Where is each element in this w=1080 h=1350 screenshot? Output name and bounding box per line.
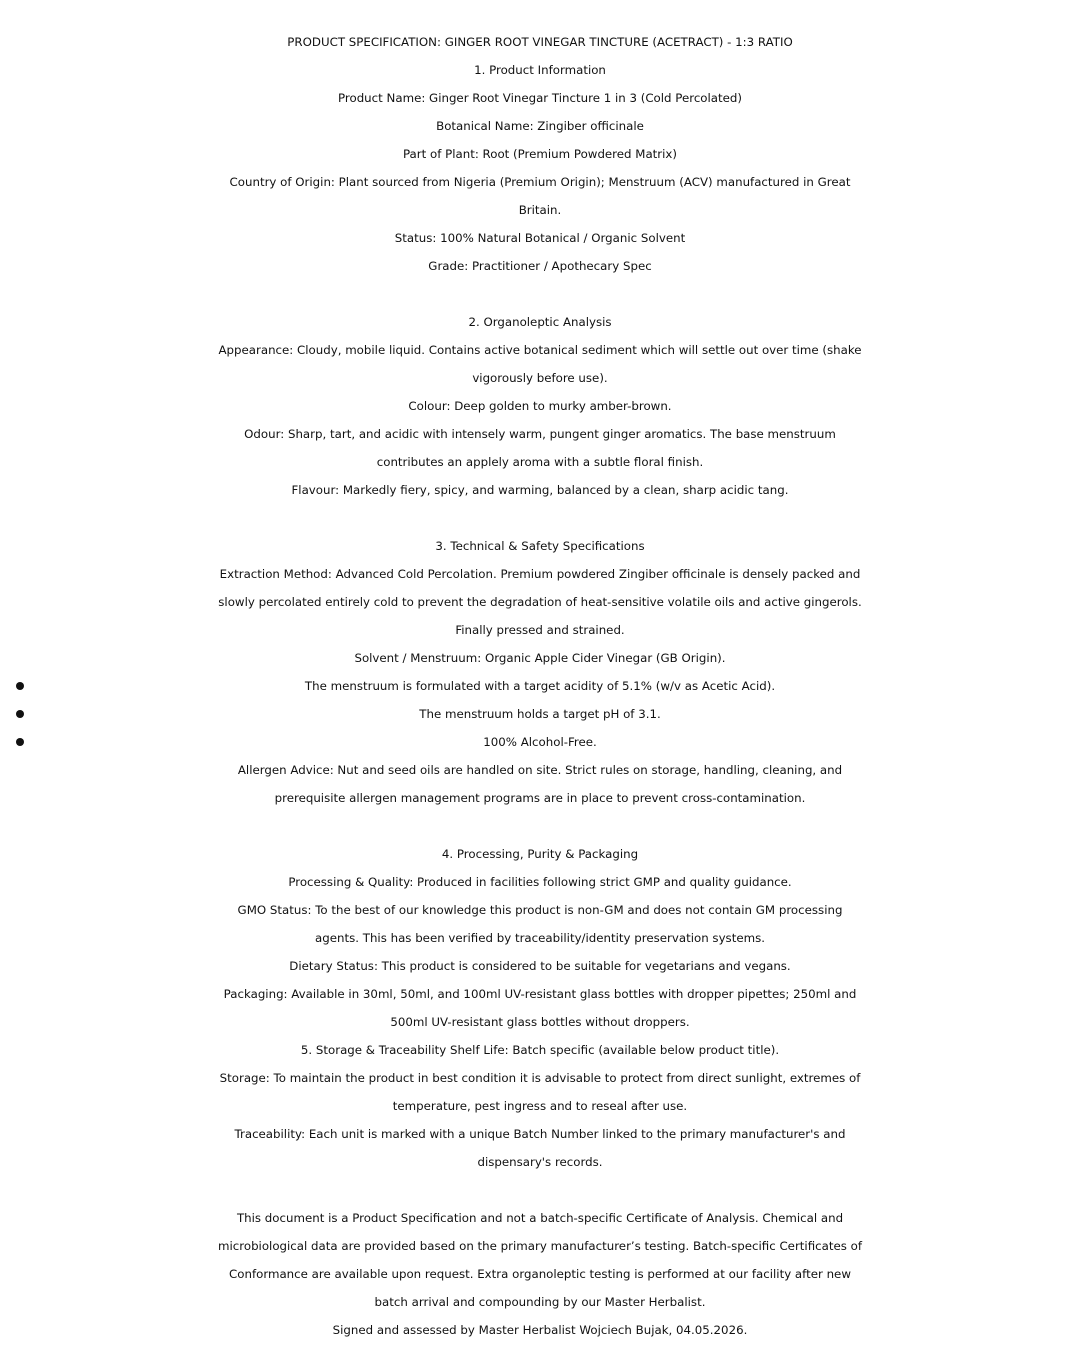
list-item [0,672,1080,700]
country-of-origin-line: Britain. [518,203,562,217]
traceability-line: Traceability: Each unit is marked with a unique Batch Number linked to the primary manufacturer's and [234,1127,846,1141]
list-item [0,700,1080,728]
extraction-method-line: Extraction Method: Advanced Cold Percolation. Premium powdered Zingiber officinale is densely packed and [219,567,861,581]
botanical-name-line: Botanical Name: Zingiber officinale [436,119,644,133]
storage-line: temperature, pest ingress and to reseal after use. [392,1099,688,1113]
disclaimer-line: Conformance are available upon request. Extra organoleptic testing is performed at our facility after new [229,1267,851,1281]
bullet-icon [16,738,24,746]
dietary-status-line: Dietary Status: This product is considered to be suitable for vegetarians and vegans. [289,959,791,973]
section-4-heading: 4. Processing, Purity & Packaging [441,847,639,861]
appearance-line: vigorously before use). [472,371,608,385]
disclaimer-line: This document is a Product Specification and not a batch-specific Certificate of Analysis. Chemical and [236,1211,844,1225]
solvent-line: Solvent / Menstruum: Organic Apple Cider Vinegar (GB Origin). [354,651,726,665]
packaging-line: Packaging: Available in 30ml, 50ml, and 100ml UV-resistant glass bottles with dropper pipettes; 250ml and [223,987,857,1001]
colour-line: Colour: Deep golden to murky amber-brown. [408,399,672,413]
gmo-status-line: agents. This has been verified by traceability/identity preservation systems. [315,931,765,945]
document-title: PRODUCT SPECIFICATION: GINGER ROOT VINEGAR TINCTURE (ACETRACT) - 1:3 RATIO [287,35,793,49]
spacer [0,504,1080,532]
section-2-heading: 2. Organoleptic Analysis [468,315,612,329]
part-of-plant-line: Part of Plant: Root (Premium Powdered Matrix) [402,147,678,161]
appearance-line: Appearance: Cloudy, mobile liquid. Contains active botanical sediment which will settle out over time (shake [218,343,862,357]
menstruum-bullet-list [0,672,1080,756]
product-name-line: Product Name: Ginger Root Vinegar Tincture 1 in 3 (Cold Percolated) [337,91,743,105]
allergen-advice-line: prerequisite allergen management programs are in place to prevent cross-contamination. [274,791,806,805]
odour-line: contributes an applely aroma with a subtle floral finish. [376,455,704,469]
traceability-line: dispensary's records. [477,1155,603,1169]
bullet-text: The menstruum is formulated with a target acidity of 5.1% (w/v as Acetic Acid). [304,679,776,693]
spacer [0,280,1080,308]
bullet-icon [16,682,24,690]
section-3-heading: 3. Technical & Safety Specifications [435,539,645,553]
storage-line: Storage: To maintain the product in best condition it is advisable to protect from direct sunlight, extremes of [219,1071,861,1085]
grade-line: Grade: Practitioner / Apothecary Spec [428,259,652,273]
flavour-line: Flavour: Markedly fiery, spicy, and warming, balanced by a clean, sharp acidic tang. [291,483,789,497]
section-1-heading: 1. Product Information [474,63,606,77]
status-line: Status: 100% Natural Botanical / Organic Solvent [394,231,686,245]
spacer [0,1176,1080,1204]
country-of-origin-line: Country of Origin: Plant sourced from Nigeria (Premium Origin); Menstruum (ACV) manufactured in Great [229,175,851,189]
extraction-method-line: Finally pressed and strained. [455,623,625,637]
bullet-text: The menstruum holds a target pH of 3.1. [419,707,661,721]
bullet-icon [16,710,24,718]
signature-line: Signed and assessed by Master Herbalist Wojciech Bujak, 04.05.2026. [332,1323,748,1337]
disclaimer-line: microbiological data are provided based on the primary manufacturer’s testing. Batch-specific Certificates of [218,1239,862,1253]
allergen-advice-line: Allergen Advice: Nut and seed oils are handled on site. Strict rules on storage, handling, cleaning, and [237,763,843,777]
spacer [0,812,1080,840]
section-5-heading: 5. Storage & Traceability Shelf Life: Batch specific (available below product title). [300,1043,780,1057]
odour-line: Odour: Sharp, tart, and acidic with intensely warm, pungent ginger aromatics. The base menstruum [244,427,836,441]
bullet-text: 100% Alcohol-Free. [483,735,597,749]
list-item [0,728,1080,756]
processing-quality-line: Processing & Quality: Produced in facilities following strict GMP and quality guidance. [288,875,792,889]
specification-document [0,28,1080,1344]
packaging-line: 500ml UV-resistant glass bottles without droppers. [390,1015,690,1029]
gmo-status-line: GMO Status: To the best of our knowledge this product is non-GM and does not contain GM processing [237,903,843,917]
extraction-method-line: slowly percolated entirely cold to prevent the degradation of heat-sensitive volatile oils and active gingerols. [218,595,862,609]
disclaimer-line: batch arrival and compounding by our Master Herbalist. [374,1295,706,1309]
